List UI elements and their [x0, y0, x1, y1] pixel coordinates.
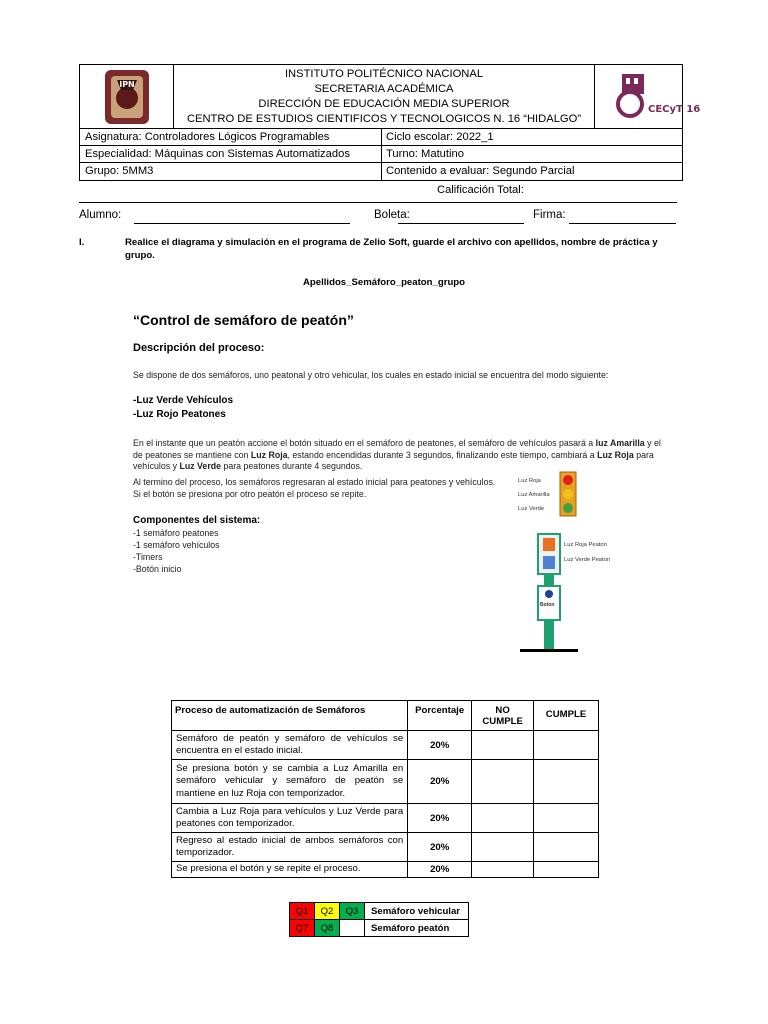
- button-label: Boton: [540, 602, 555, 608]
- asignatura-field: Asignatura: Controladores Lógicos Programables: [80, 129, 382, 145]
- pedestrian-traffic-light-icon: [518, 530, 578, 654]
- eval-pct: 20%: [408, 804, 472, 833]
- legend-vehicular-label: Semáforo vehicular: [365, 903, 469, 920]
- eval-desc: Regreso al estado inicial de ambos semáforos con temporizador.: [172, 833, 408, 862]
- scan-desc-title: Descripción del proceso:: [133, 342, 265, 354]
- institution-name: INSTITUTO POLITÉCNICO NACIONAL: [284, 68, 484, 80]
- eval-header-row: [172, 701, 599, 731]
- cecyt-logo: [594, 65, 700, 128]
- vehicle-label-yellow: Luz Amarilla: [518, 492, 550, 498]
- legend-row-peaton: [290, 920, 469, 937]
- file-name: Apellidos_Semáforo_peaton_grupo: [302, 277, 466, 288]
- instruction-number: I.: [79, 237, 85, 248]
- output-legend-table: [289, 902, 469, 937]
- legend-peaton-label: Semáforo peatón: [365, 920, 469, 937]
- problem-image: [124, 302, 672, 662]
- header-row-asignatura: [80, 129, 682, 146]
- component-3: -Timers: [133, 552, 163, 562]
- vehicle-label-green: Luz Verde: [518, 506, 545, 512]
- cumple-cell[interactable]: [534, 833, 599, 862]
- scan-intro: Se dispone de dos semáforos, uno peatonal y otro vehicular, los cuales en estado inicial se encuentra del modo siguiente:: [133, 370, 609, 380]
- legend-empty: [340, 920, 365, 937]
- header-title: [174, 65, 594, 128]
- vehicle-traffic-light-icon: [556, 470, 580, 518]
- legend-q1: Q1: [290, 903, 315, 920]
- state-pedestrians: -Luz Rojo Peatones: [133, 409, 226, 420]
- legend-q8: Q8: [315, 920, 340, 937]
- boleta-label: Boleta:: [374, 209, 410, 221]
- header-table: [79, 64, 700, 181]
- no-cumple-cell[interactable]: [472, 804, 534, 833]
- secretaria: SECRETARIA ACADÉMICA: [314, 83, 454, 95]
- table-row: [172, 731, 599, 760]
- header-row-grupo: [80, 163, 682, 180]
- scan-para2: Al termino del proceso, los semáforos regresaran al estado inicial para peatones y vehículos.: [133, 477, 496, 487]
- scan-para3: Si el botón se presiona por otro peatón el proceso se repite.: [133, 489, 367, 499]
- eval-header-proceso: Proceso de automatización de Semáforos: [172, 701, 408, 731]
- component-2: -1 semáforo vehículos: [133, 540, 220, 550]
- alumno-label: Alumno:: [79, 209, 122, 221]
- component-4: -Botón inicio: [133, 564, 182, 574]
- state-vehicles: -Luz Verde Vehículos: [133, 395, 234, 406]
- header-row-especialidad: [80, 146, 682, 163]
- calificacion-total: Calificación Total:: [437, 184, 524, 196]
- eval-pct: 20%: [408, 760, 472, 804]
- contenido-field: Contenido a evaluar: Segundo Parcial: [386, 165, 575, 177]
- cumple-cell[interactable]: [534, 731, 599, 760]
- table-row: [172, 833, 599, 862]
- eval-pct: 20%: [408, 833, 472, 862]
- direccion: DIRECCIÓN DE EDUCACIÓN MEDIA SUPERIOR: [258, 98, 510, 110]
- eval-pct: 20%: [408, 862, 472, 878]
- firma-line[interactable]: [569, 223, 676, 224]
- eval-desc: Se presiona el botón y se repite el proceso.: [172, 862, 408, 878]
- especialidad-field: Especialidad: Máquinas con Sistemas Automatizados: [80, 146, 382, 162]
- scan-para1: En el instante que un peatón accione el botón situado en el semáforo de peatones, el semáforo de vehículos pasará a luz Amarilla y el de peatones se mantiene con Luz Roja, estando encendidas durante 3 segundos, finalizando este tiempo, cambiará a Luz Roja para vehículos y Luz Verde para peatones durante 4 segundos.: [133, 438, 661, 471]
- legend-q3: Q3: [340, 903, 365, 920]
- grupo-field: Grupo: 5MM3: [80, 163, 382, 180]
- no-cumple-cell[interactable]: [472, 862, 534, 878]
- evaluation-table: [171, 700, 599, 878]
- svg-text:IPN: IPN: [118, 79, 135, 89]
- component-1: -1 semáforo peatones: [133, 528, 219, 538]
- legend-row-vehicular: [290, 903, 469, 920]
- boleta-line[interactable]: [398, 223, 524, 224]
- turno-field: Turno: Matutino: [386, 148, 464, 160]
- cumple-cell[interactable]: [534, 804, 599, 833]
- eval-desc: Semáforo de peatón y semáforo de vehículos se encuentra en el estado inicial.: [172, 731, 408, 760]
- divider: [79, 202, 677, 203]
- table-row: [172, 804, 599, 833]
- instruction-text: Realice el diagrama y simulación en el programa de Zelio Soft, guarde el archivo con apellidos, nombre de práctica y grupo.: [125, 237, 658, 261]
- svg-text:CECyT 16: CECyT 16: [647, 103, 700, 115]
- eval-desc: Cambia a Luz Roja para vehículos y Luz Verde para peatones con temporizador.: [172, 804, 408, 833]
- table-row: [172, 862, 599, 878]
- no-cumple-cell[interactable]: [472, 731, 534, 760]
- ped-label-green: Luz Verde Peaton: [564, 557, 611, 563]
- eval-header-no-cumple: NO CUMPLE: [472, 701, 534, 731]
- ipn-logo: [80, 65, 174, 128]
- legend-q7: Q7: [290, 920, 315, 937]
- no-cumple-cell[interactable]: [472, 760, 534, 804]
- centro: CENTRO DE ESTUDIOS CIENTIFICOS Y TECNOLOGICOS N. 16 “HIDALGO”: [186, 113, 582, 125]
- ped-label-red: Luz Roja Peaton: [564, 542, 607, 548]
- vehicle-label-red: Luz Roja: [518, 478, 541, 484]
- no-cumple-cell[interactable]: [472, 833, 534, 862]
- legend-q2: Q2: [315, 903, 340, 920]
- cumple-cell[interactable]: [534, 862, 599, 878]
- scan-comp-title: Componentes del sistema:: [133, 515, 261, 526]
- student-info-row: [79, 209, 679, 225]
- table-row: [172, 760, 599, 804]
- eval-header-porcentaje: Porcentaje: [408, 701, 472, 731]
- eval-header-cumple: CUMPLE: [534, 701, 599, 731]
- ciclo-field: Ciclo escolar: 2022_1: [386, 131, 494, 143]
- eval-pct: 20%: [408, 731, 472, 760]
- alumno-line[interactable]: [134, 223, 350, 224]
- cumple-cell[interactable]: [534, 760, 599, 804]
- firma-label: Firma:: [533, 209, 566, 221]
- scan-title: “Control de semáforo de peatón”: [133, 312, 354, 328]
- eval-desc: Se presiona botón y se cambia a Luz Amarilla en semáforo vehicular y semáforo de peatón se mantiene en luz Roja con temporizador.: [172, 760, 408, 804]
